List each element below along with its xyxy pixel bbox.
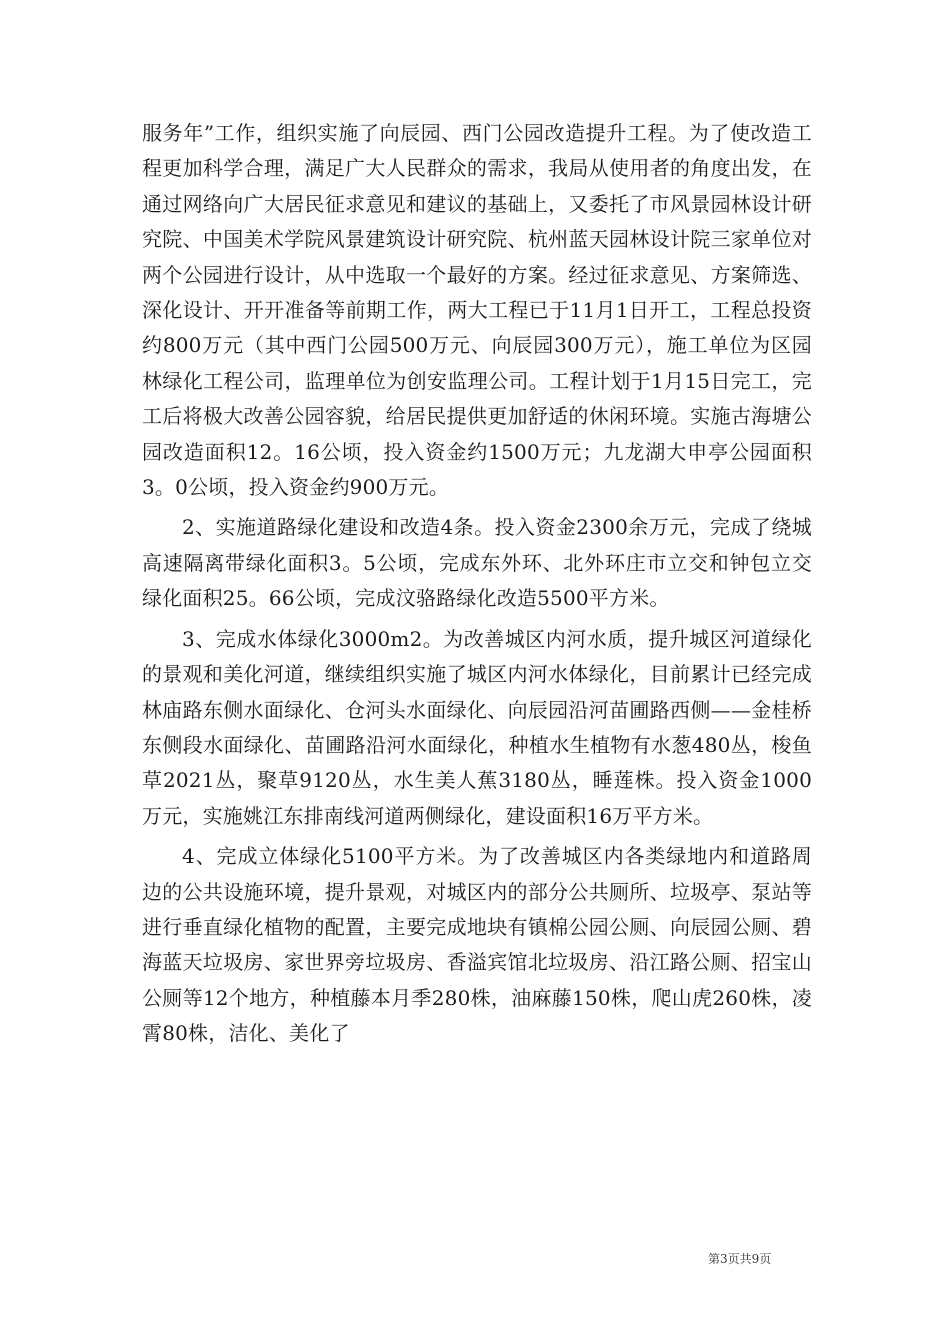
page-number: 第3页共9页	[708, 1252, 772, 1266]
paragraph-road-greening: 2、实施道路绿化建设和改造4条。投入资金2300余万元，完成了绕城高速隔离带绿化面积3。5公顷，完成东外环、北外环庄市立交和钟包立交绿化面积25。66公顷，完成汶骆路绿化改造5500平方米。	[142, 515, 812, 611]
paragraph-vertical-greening: 4、完成立体绿化5100平方米。为了改善城区内各类绿地内和道路周边的公共设施环境，提升景观，对城区内的部分公共厕所、垃圾亭、泵站等进行垂直绿化植物的配置，主要完成地块有镇棉公园公厕、向辰园公厕、碧海蓝天垃圾房、家世界旁垃圾房、香溢宾馆北垃圾房、沿江路公厕、招宝山公厕等12个地方，种植藤本月季280株，油麻藤150株，爬山虎260株，凌霄80株，洁化、美化了	[142, 844, 812, 1046]
paragraph-continuation: 服务年”工作，组织实施了向辰园、西门公园改造提升工程。为了使改造工程更加科学合理，满足广大人民群众的需求，我局从使用者的角度出发，在通过网络向广大居民征求意见和建议的基础上，又委托了市风景园林设计研究院、中国美术学院风景建筑设计研究院、杭州蓝天园林设计院三家单位对两个公园进行设计，从中选取一个最好的方案。经过征求意见、方案筛选、深化设计、开开准备等前期工作，两大工程已于11月1日开工，工程总投资约800万元（其中西门公园500万元、向辰园300万元），施工单位为区园林绿化工程公司，监理单位为创安监理公司。工程计划于1月15日完工，完工后将极大改善公园容貌，给居民提供更加舒适的休闲环境。实施古海塘公园改造面积12。16公顷，投入资金约1500万元；九龙湖大申亭公园面积3。0公顷，投入资金约900万元。	[142, 121, 812, 500]
document-body	[142, 116, 812, 1052]
paragraph-water-greening: 3、完成水体绿化3000m2。为改善城区内河水质，提升城区河道绿化的景观和美化河道，继续组织实施了城区内河水体绿化，目前累计已经完成林庙路东侧水面绿化、仓河头水面绿化、向辰园沿河苗圃路西侧——金桂桥东侧段水面绿化、苗圃路沿河水面绿化，种植水生植物有水葱480丛，梭鱼草2021丛，聚草9120丛，水生美人蕉3180丛，睡莲株。投入资金1000万元，实施姚江东排南线河道两侧绿化，建设面积16万平方米。	[142, 626, 812, 828]
